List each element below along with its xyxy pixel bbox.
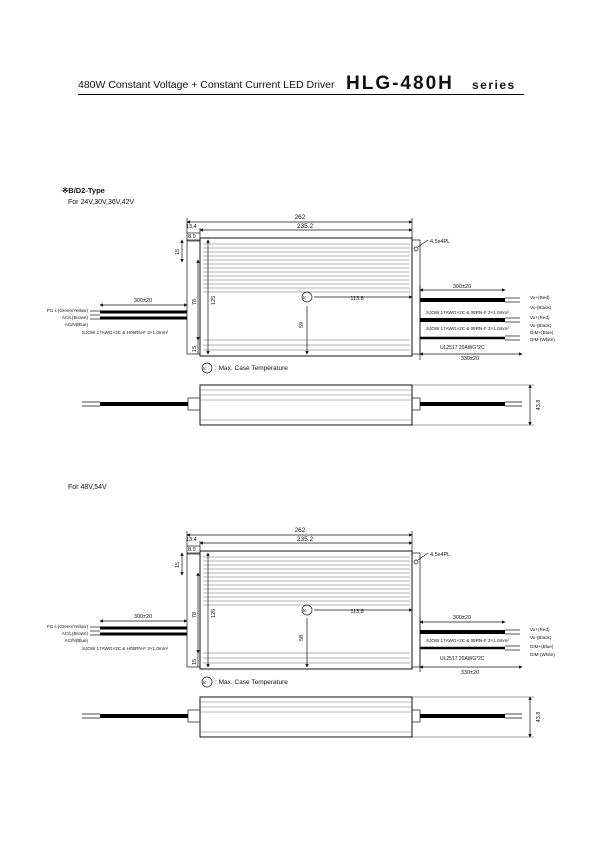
dim-overall: 262 [294, 214, 306, 221]
input-cable-spec: SJOW 17AWG×3C & H05RN-F 3×1.0mm² [82, 330, 169, 335]
dim-height-1: 43.8 [536, 399, 542, 411]
dim-78-2: 78 [192, 611, 198, 618]
dim-59: 59 [299, 321, 305, 328]
dim-125-2: 125 [211, 608, 217, 618]
dim-dim-length-2: 330±20 [460, 670, 480, 676]
output-label-vo-plus-1: Vo+(Red) [530, 295, 550, 300]
dim-height-2: 43.8 [536, 711, 542, 723]
input-cable-spec-2: SJOW 17AWG×3C & H05RN-F 3×1.0mm² [82, 646, 169, 651]
output-label-dim-plus: DIM+(Blue) [530, 330, 554, 335]
dim-15-bottom: 15 [192, 345, 198, 352]
dim-body: 235.2 [296, 223, 314, 230]
svg-text:tc: tc [203, 680, 207, 685]
dim-15-top-2: 15 [175, 561, 181, 568]
dim-cable-spec-2: UL2517 20AWG*2C [440, 656, 485, 662]
dim-113-8-2: 113.8 [350, 609, 364, 615]
dim-125: 125 [211, 295, 217, 305]
dim-output-length-2: 300±20 [452, 615, 472, 621]
drawing2-side-view [82, 697, 534, 737]
dim-body-2: 235.2 [296, 536, 314, 543]
dim-15-bottom-2: 15 [192, 658, 198, 665]
dim-holes: 4.5x4PL [430, 239, 451, 245]
dim-15-top: 15 [175, 248, 181, 255]
output-cable-spec-2: SJOW 17AWG×2C & 05RN-F 2×1.0mm² [426, 326, 509, 331]
output-label-dim-plus-2: DIM+(Blue) [530, 644, 554, 649]
dim-58-2: 58 [299, 634, 305, 641]
svg-text:tc: tc [203, 366, 207, 371]
dim-input-length-2: 300±20 [133, 614, 153, 620]
output-label-vo-minus-2: Vo-(Black) [530, 323, 552, 328]
output-label-vo-minus-2a: Vo-(Black) [530, 635, 552, 640]
input-label-acl: AC/L(Brown) [61, 315, 88, 320]
input-label-fg: FG⏚(Green/Yellow) [46, 308, 88, 313]
dim-8-9: 8.9 [188, 234, 196, 240]
dim-113-8: 113.8 [350, 296, 364, 302]
output-cable-spec-1: SJOW 17AWG×2C & 05RN-F 2×1.0mm² [426, 310, 509, 315]
input-label-acn-2: AC/N(Blue) [64, 638, 88, 643]
dim-output-length: 300±20 [452, 284, 472, 290]
input-label-fg-2: FG⏚(Green/Yellow) [46, 624, 88, 629]
output-label-dim-minus-2: DIM-(White) [530, 652, 555, 657]
tc-note-2: : Max. Case Temperature [215, 679, 288, 686]
svg-text:tc: tc [303, 608, 307, 613]
drawing1-subtitle: For 24V,30V,36V,42V [68, 199, 135, 206]
dim-dim-length: 330±20 [460, 356, 480, 362]
tc-symbol: tc [303, 295, 307, 300]
dim-cable-spec: UL2517 20AWG*2C [440, 345, 485, 351]
series-label: series [472, 78, 516, 92]
tc-note: : Max. Case Temperature [215, 365, 288, 372]
dim-8-9-2: 8.9 [188, 547, 196, 553]
output-label-vo-plus-2: Vo+(Red) [530, 315, 550, 320]
dim-holes-2: 4.5x4PL [430, 552, 451, 558]
dim-input-length: 300±20 [133, 298, 153, 304]
drawing1-side-view [82, 385, 534, 425]
input-label-acn: AC/N(Blue) [64, 322, 88, 327]
dim-overall-2: 262 [294, 527, 306, 534]
section-title: ※B/D2-Type [62, 186, 105, 195]
dim-13-4-2: 13.4 [186, 537, 197, 543]
dim-78: 78 [192, 298, 198, 305]
output-cable-spec-2a: SJOW 17AWG×2C & 05RN-F 2×1.0mm² [426, 638, 509, 643]
model-name: HLG-480H [346, 73, 454, 94]
output-label-vo-minus-1: Vo-(Black) [530, 305, 552, 310]
header-description: 480W Constant Voltage + Constant Current LED Driver [78, 79, 335, 91]
dim-13-4: 13.4 [186, 224, 197, 230]
output-label-vo-plus-2a: Vo+(Red) [530, 627, 550, 632]
input-label-acl-2: AC/L(Brown) [61, 631, 88, 636]
drawing2-subtitle: For 48V,54V [68, 484, 107, 491]
output-label-dim-minus: DIM-(White) [530, 337, 555, 342]
